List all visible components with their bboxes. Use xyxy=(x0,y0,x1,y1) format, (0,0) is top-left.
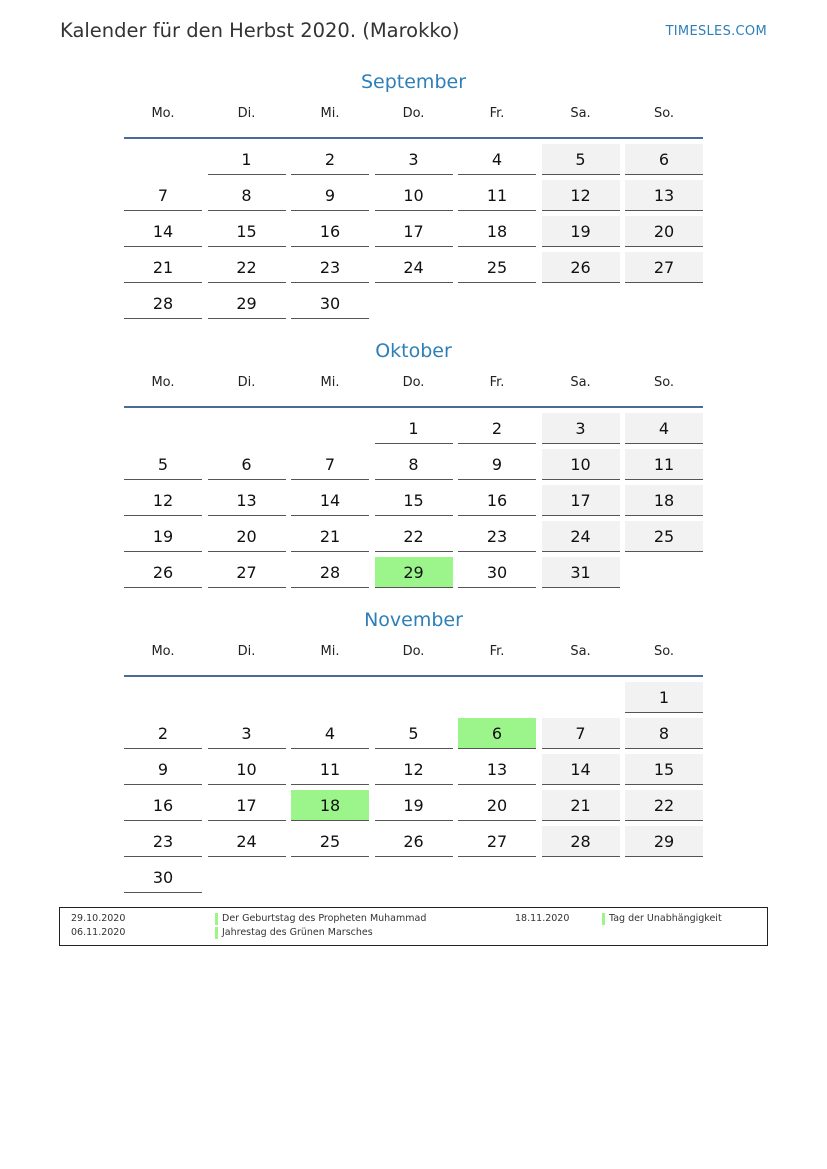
day-cell: 4 xyxy=(291,718,369,749)
day-cell: 15 xyxy=(208,216,286,247)
legend-marker-icon xyxy=(215,913,218,925)
legend-name-1: Der Geburtstag des Propheten Muhammad xyxy=(222,913,427,924)
day-cell: 15 xyxy=(375,485,453,516)
weekday-label: Fr. xyxy=(489,106,505,121)
weekday-label: Di. xyxy=(237,375,256,390)
day-cell: 12 xyxy=(124,485,202,516)
day-cell: 4 xyxy=(625,413,703,444)
day-cell: 23 xyxy=(124,826,202,857)
legend-entry-2 xyxy=(215,927,373,938)
legend-date-2: 06.11.2020 xyxy=(71,927,126,938)
month-september xyxy=(124,70,703,313)
day-cell: 3 xyxy=(208,718,286,749)
day-cell: 30 xyxy=(458,557,536,588)
weekday-label: Do. xyxy=(402,644,425,659)
day-cell: 12 xyxy=(542,180,620,211)
day-cell: 4 xyxy=(458,144,536,175)
weekday-label: Mo. xyxy=(151,644,175,659)
weekday-header xyxy=(124,363,703,407)
month-title: September xyxy=(360,71,467,93)
legend-name-2: Jahrestag des Grünen Marsches xyxy=(222,927,373,938)
day-cell: 1 xyxy=(375,413,453,444)
header-divider xyxy=(124,406,703,408)
day-cell: 25 xyxy=(625,521,703,552)
day-cell: 19 xyxy=(124,521,202,552)
weekday-label: Do. xyxy=(402,375,425,390)
holiday-day-cell: 29 xyxy=(375,557,453,588)
day-cell: 10 xyxy=(375,180,453,211)
day-cell: 28 xyxy=(291,557,369,588)
day-cell: 8 xyxy=(375,449,453,480)
day-cell: 14 xyxy=(124,216,202,247)
day-cell: 27 xyxy=(625,252,703,283)
day-cell: 10 xyxy=(208,754,286,785)
day-cell: 24 xyxy=(208,826,286,857)
legend-entry-1 xyxy=(215,913,426,924)
day-cell: 24 xyxy=(375,252,453,283)
day-cell: 21 xyxy=(542,790,620,821)
day-cell: 16 xyxy=(458,485,536,516)
day-cell: 9 xyxy=(458,449,536,480)
weekday-label: Mo. xyxy=(151,375,175,390)
legend-marker-icon xyxy=(602,913,605,925)
legend-date-1: 29.10.2020 xyxy=(71,913,126,924)
weekday-label: So. xyxy=(653,644,675,659)
day-cell: 5 xyxy=(375,718,453,749)
day-cell: 13 xyxy=(458,754,536,785)
weekday-header xyxy=(124,94,703,138)
day-cell: 7 xyxy=(291,449,369,480)
weekday-label: Fr. xyxy=(489,644,505,659)
weekday-label: Mi. xyxy=(320,106,340,121)
day-cell: 28 xyxy=(124,288,202,319)
day-cell: 30 xyxy=(124,862,202,893)
day-cell: 15 xyxy=(625,754,703,785)
day-cell: 13 xyxy=(208,485,286,516)
month-november xyxy=(124,608,703,887)
holiday-day-cell: 6 xyxy=(458,718,536,749)
day-cell: 30 xyxy=(291,288,369,319)
day-cell: 7 xyxy=(542,718,620,749)
day-cell: 24 xyxy=(542,521,620,552)
holiday-day-cell: 18 xyxy=(291,790,369,821)
day-cell: 3 xyxy=(375,144,453,175)
weekday-label: Fr. xyxy=(489,375,505,390)
day-cell: 16 xyxy=(291,216,369,247)
day-cell: 27 xyxy=(458,826,536,857)
day-cell: 11 xyxy=(291,754,369,785)
day-cell: 12 xyxy=(375,754,453,785)
legend-date-3: 18.11.2020 xyxy=(515,913,570,924)
day-cell: 17 xyxy=(375,216,453,247)
day-cell: 22 xyxy=(625,790,703,821)
day-cell: 5 xyxy=(542,144,620,175)
month-title: Oktober xyxy=(375,340,452,362)
month-oktober xyxy=(124,339,703,582)
weekday-header xyxy=(124,632,703,676)
day-cell: 10 xyxy=(542,449,620,480)
day-cell: 8 xyxy=(208,180,286,211)
weekday-label: Sa. xyxy=(570,106,591,121)
day-cell: 20 xyxy=(625,216,703,247)
day-cell: 25 xyxy=(291,826,369,857)
weekday-label: Sa. xyxy=(570,644,591,659)
day-cell: 19 xyxy=(375,790,453,821)
day-cell: 26 xyxy=(124,557,202,588)
day-cell: 3 xyxy=(542,413,620,444)
day-cell: 9 xyxy=(124,754,202,785)
day-cell: 29 xyxy=(625,826,703,857)
day-cell: 18 xyxy=(625,485,703,516)
day-cell: 23 xyxy=(291,252,369,283)
day-cell: 25 xyxy=(458,252,536,283)
day-cell: 19 xyxy=(542,216,620,247)
day-cell: 13 xyxy=(625,180,703,211)
day-cell: 26 xyxy=(542,252,620,283)
day-cell: 8 xyxy=(625,718,703,749)
day-cell: 20 xyxy=(458,790,536,821)
month-title: November xyxy=(364,609,463,631)
weekday-label: So. xyxy=(653,106,675,121)
legend-marker-icon xyxy=(215,927,218,939)
day-cell: 20 xyxy=(208,521,286,552)
day-cell: 2 xyxy=(124,718,202,749)
day-cell: 1 xyxy=(625,682,703,713)
day-cell: 5 xyxy=(124,449,202,480)
weekday-label: Di. xyxy=(237,644,256,659)
weekday-label: Di. xyxy=(237,106,256,121)
day-cell: 11 xyxy=(625,449,703,480)
day-cell: 17 xyxy=(208,790,286,821)
day-cell: 9 xyxy=(291,180,369,211)
day-cell: 22 xyxy=(375,521,453,552)
day-cell: 2 xyxy=(291,144,369,175)
weekday-label: Mi. xyxy=(320,375,340,390)
weekday-label: Mi. xyxy=(320,644,340,659)
page-title: Kalender für den Herbst 2020. (Marokko) xyxy=(60,19,460,42)
day-cell: 23 xyxy=(458,521,536,552)
day-cell: 6 xyxy=(625,144,703,175)
day-cell: 17 xyxy=(542,485,620,516)
day-cell: 7 xyxy=(124,180,202,211)
day-cell: 1 xyxy=(208,144,286,175)
site-link[interactable]: TIMESLES.COM xyxy=(665,24,767,39)
holiday-legend xyxy=(59,907,768,946)
legend-entry-3 xyxy=(602,913,722,924)
day-cell: 31 xyxy=(542,557,620,588)
header-divider xyxy=(124,137,703,139)
legend-name-3: Tag der Unabhängigkeit xyxy=(609,913,722,924)
day-cell: 22 xyxy=(208,252,286,283)
day-cell: 14 xyxy=(291,485,369,516)
day-cell: 14 xyxy=(542,754,620,785)
day-cell: 6 xyxy=(208,449,286,480)
day-cell: 26 xyxy=(375,826,453,857)
day-cell: 21 xyxy=(291,521,369,552)
day-cell: 2 xyxy=(458,413,536,444)
weekday-label: So. xyxy=(653,375,675,390)
day-cell: 28 xyxy=(542,826,620,857)
weekday-label: Do. xyxy=(402,106,425,121)
header-divider xyxy=(124,675,703,677)
day-cell: 27 xyxy=(208,557,286,588)
day-cell: 21 xyxy=(124,252,202,283)
day-cell: 29 xyxy=(208,288,286,319)
weekday-label: Sa. xyxy=(570,375,591,390)
day-cell: 18 xyxy=(458,216,536,247)
weekday-label: Mo. xyxy=(151,106,175,121)
day-cell: 11 xyxy=(458,180,536,211)
day-cell: 16 xyxy=(124,790,202,821)
